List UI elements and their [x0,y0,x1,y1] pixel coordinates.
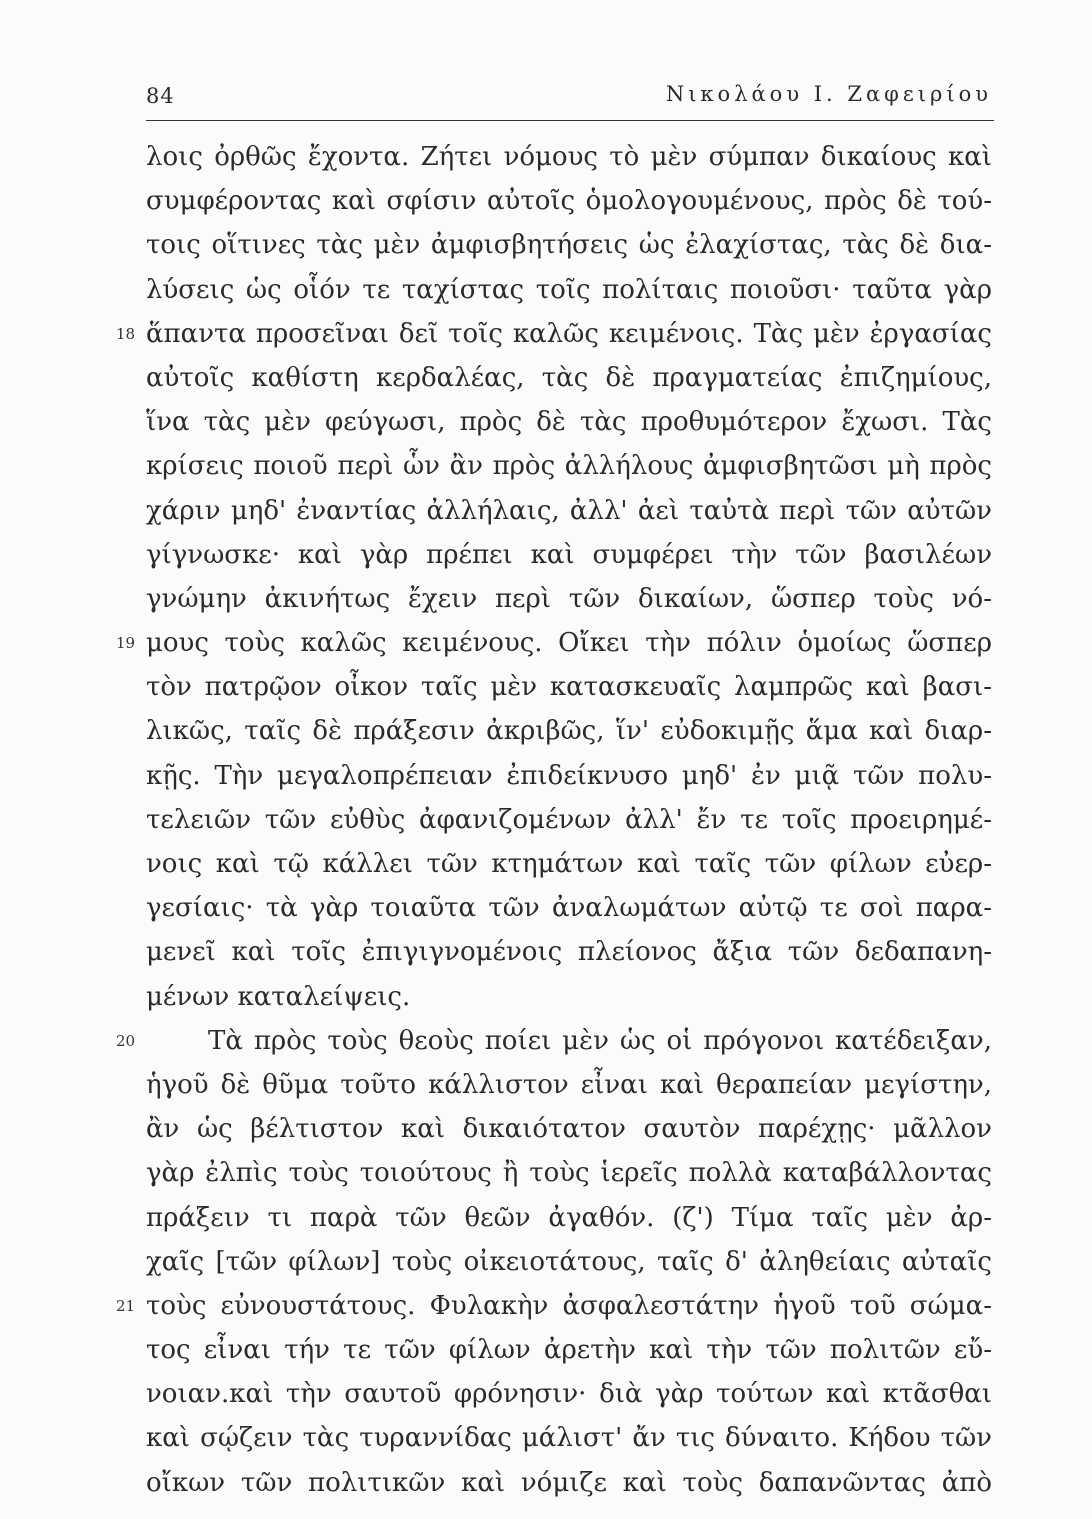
line-text: χάριν μηδ' ἐναντίας ἀλλήλαις, ἀλλ' ἀεὶ ταὐτὰ περὶ τῶν αὐτῶν [146,495,992,526]
line-text: τος εἶναι τήν τε τῶν φίλων ἀρετὴν καὶ τὴν τῶν πολιτῶν εὔ- [146,1335,992,1366]
text-line [116,1284,992,1328]
line-text: μενεῖ καὶ τοῖς ἐπιγιγνομένοις πλείονος ἄξια τῶν δεδαπανη- [146,937,992,968]
line-text: λοις ὀρθῶς ἔχοντα. Ζήτει νόμους τὸ μὲν σύμπαν δικαίους καὶ [146,142,992,172]
text-line [146,1063,992,1107]
text-line [146,886,992,930]
text-line [146,754,992,798]
section-number: 21 [116,1296,136,1315]
section-number: 20 [116,1031,136,1050]
text-line [146,400,992,444]
line-text: γίγνωσκε· καὶ γὰρ πρέπει καὶ συμφέρει τὴν τῶν βασιλέων [146,539,992,570]
text-line [146,356,992,400]
line-text: Τὰ πρὸς τοὺς θεοὺς ποίει μὲν ὡς οἱ πρόγονοι κατέδειξαν, [208,1025,992,1056]
section-number: 18 [116,324,136,343]
text-line [146,798,992,842]
line-text: ἂν ὡς βέλτιστον καὶ δικαιότατον σαυτὸν παρέχῃς· μᾶλλον [146,1114,992,1145]
line-text: ἡγοῦ δὲ θῦμα τοῦτο κάλλιστον εἶναι καὶ θεραπείαν μεγίστην, [146,1069,992,1100]
line-text: αὐτοῖς καθίστη κερδαλέας, τὰς δὲ πραγματείας ἐπιζημίους, [146,362,992,393]
text-line [146,135,992,179]
line-text: χαῖς [τῶν φίλων] τοὺς οἰκειοτάτους, ταῖς δ' ἀληθείαις αὐταῖς [146,1246,992,1277]
text-line [146,709,992,753]
text-line [146,533,992,577]
line-text: ἅπαντα προσεῖναι δεῖ τοῖς καλῶς κειμένοις. Τὰς μὲν ἐργασίας [146,318,992,349]
text-line [146,268,992,312]
text-line [146,1107,992,1151]
line-text: λύσεις ὡς οἷόν τε ταχίστας τοῖς πολίταις ποιοῦσι· ταῦτα γὰρ [146,274,992,305]
line-text: νοιαν.καὶ τὴν σαυτοῦ φρόνησιν· διὰ γὰρ τούτων καὶ κτᾶσθαι [146,1379,992,1410]
line-text: τελειῶν τῶν εὐθὺς ἀφανιζομένων ἀλλ' ἔν τε τοῖς προειρημέ- [146,804,992,835]
text-line [146,1196,992,1240]
line-text: μους τοὺς καλῶς κειμένους. Οἴκει τὴν πόλιν ὁμοίως ὥσπερ [146,628,992,659]
text-line [116,1019,992,1063]
line-text: οἴκων τῶν πολιτικῶν καὶ νόμιζε καὶ τοὺς δαπανῶντας ἀπὸ [146,1467,992,1498]
text-line [146,975,992,1019]
line-text: ἵνα τὰς μὲν φεύγωσι, πρὸς δὲ τὰς προθυμότερον ἔχωσι. Τὰς [146,407,992,438]
page-number: 84 [146,84,175,108]
header-rule [146,120,994,121]
line-text: πράξειν τι παρὰ τῶν θεῶν ἀγαθόν. (ζ') Τίμα ταῖς μὲν ἀρ- [146,1202,992,1233]
text-line [146,577,992,621]
text-line [146,1372,992,1416]
text-line [146,665,992,709]
line-text: γνώμην ἀκινήτως ἔχειν περὶ τῶν δικαίων, ὥσπερ τοὺς νό- [146,583,992,614]
text-line [146,1151,992,1195]
line-text: νοις καὶ τῷ κάλλει τῶν κτημάτων καὶ ταῖς τῶν φίλων εὐερ- [146,849,992,879]
text-line [146,842,992,886]
running-head: Νικολάου Ι. Ζαφειρίου [665,82,992,106]
line-text: καὶ σῴζειν τὰς τυραννίδας μάλιστ' ἄν τις δύναιτο. Κήδου τῶν [146,1423,992,1454]
line-text: τοὺς εὐνουστάτους. Φυλακὴν ἀσφαλεστάτην ἡγοῦ τοῦ σώμα- [146,1290,992,1321]
line-text: γὰρ ἐλπὶς τοὺς τοιούτους ἢ τοὺς ἱερεῖς πολλὰ καταβάλλοντας [146,1158,992,1189]
line-text: τὸν πατρῷον οἶκον ταῖς μὲν κατασκευαῖς λαμπρῶς καὶ βασι- [146,672,992,703]
text-line [116,312,992,356]
line-text: τοις οἵτινες τὰς μὲν ἀμφισβητήσεις ὡς ἐλαχίστας, τὰς δὲ δια- [146,230,992,261]
body-text [116,135,992,1505]
line-text: λικῶς, ταῖς δὲ πράξεσιν ἀκριβῶς, ἵν' εὐδοκιμῇς ἅμα καὶ διαρ- [146,716,992,747]
text-line [146,930,992,974]
text-line [146,1240,992,1284]
text-line [146,1416,992,1460]
text-line [146,1328,992,1372]
line-text: κῇς. Τὴν μεγαλοπρέπειαν ἐπιδείκνυσο μηδ' ἐν μιᾷ τῶν πολυ- [146,760,992,791]
text-line [146,444,992,488]
section-number: 19 [116,634,136,653]
text-line [146,1461,992,1505]
text-line [146,489,992,533]
text-line [116,621,992,665]
line-text: μένων καταλείψεις. [146,981,411,1012]
text-line [146,223,992,267]
line-text: συμφέροντας καὶ σφίσιν αὐτοῖς ὁμολογουμένους, πρὸς δὲ τού- [146,186,992,217]
line-text: γεσίαις· τὰ γὰρ τοιαῦτα τῶν ἀναλωμάτων αὐτῷ τε σοὶ παρα- [146,893,992,924]
line-text: κρίσεις ποιοῦ περὶ ὧν ἂν πρὸς ἀλλήλους ἀμφισβητῶσι μὴ πρὸς [146,451,992,482]
text-line [146,179,992,223]
